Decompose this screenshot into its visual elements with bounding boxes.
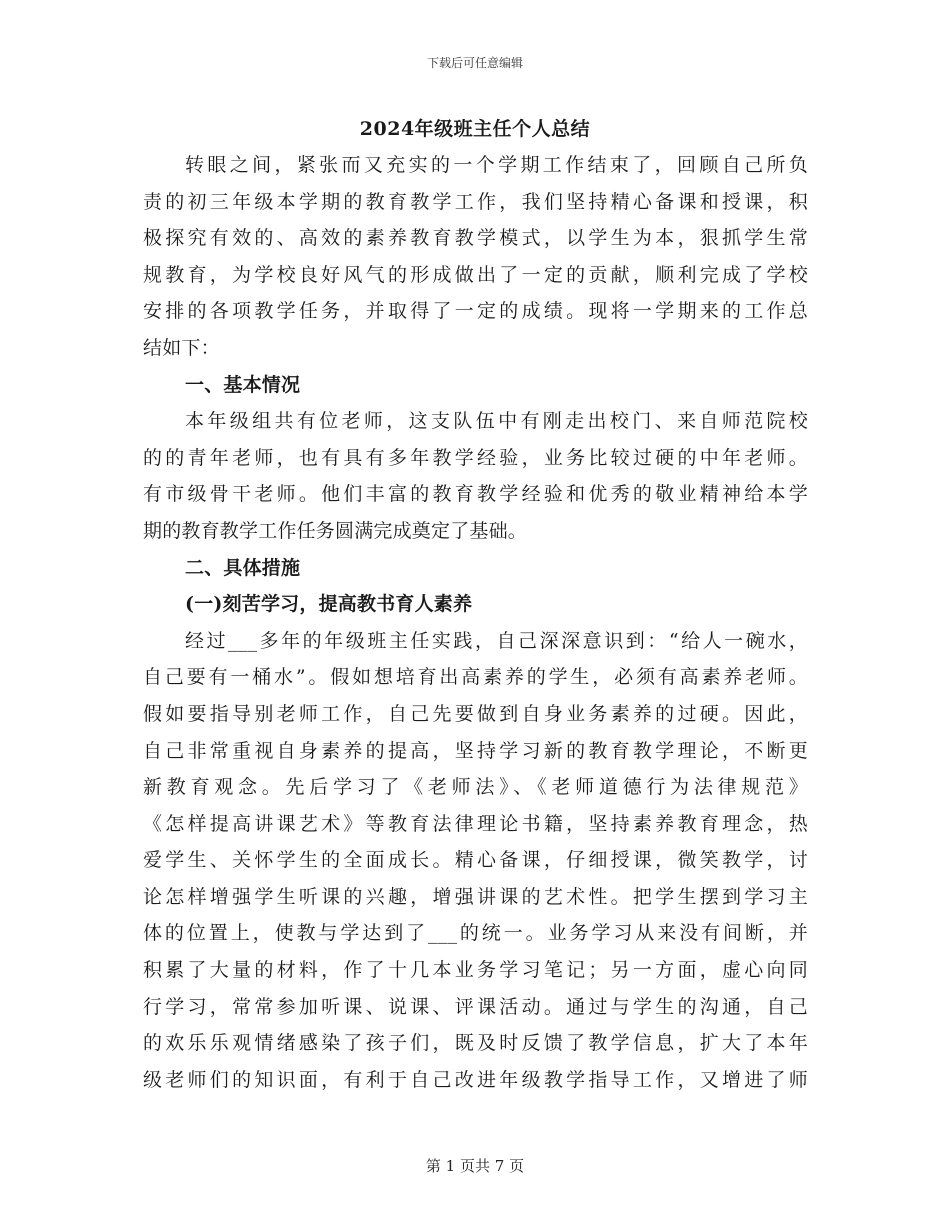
paragraph-line: 积累了大量的材料，作了十几本业务学习笔记；另一方面，虚心向同 [143,959,808,982]
paragraph-line: 有市级骨干老师。他们丰富的教育教学经验和优秀的敬业精神给本学 [143,483,808,506]
paragraph-line: 极探究有效的、高效的素养教育教学模式，以学生为本，狠抓学生常 [143,227,808,250]
paragraph-line: 《怎样提高讲课艺术》等教育法律理论书籍，坚持素养教育理念，热 [143,812,808,835]
document-title: 2024年级班主任个人总结 [359,118,591,140]
paragraph-line: 责的初三年级本学期的教育教学工作，我们坚持精心备课和授课，积 [143,190,808,213]
paragraph-line: 的欢乐乐观情绪感染了孩子们，既及时反馈了教学信息，扩大了本年 [143,1032,808,1055]
paragraph-line: 安排的各项教学任务，并取得了一定的成绩。现将一学期来的工作总 [143,300,808,323]
paragraph-line: 期的教育教学工作任务圆满完成奠定了基础。 [143,519,528,542]
paragraph-line: 爱学生、关怀学生的全面成长。精心备课，仔细授课，微笑教学，讨 [143,849,808,872]
document-body [143,147,808,1098]
paragraph-line: 的的青年老师，也有具有多年教学经验，业务比较过硬的中年老师。 [143,446,808,469]
paragraph-line: 规教育，为学校良好风气的形成做出了一定的贡献，顺利完成了学校 [143,263,808,286]
section-heading: (一)刻苦学习，提高教书育人素养 [185,593,473,616]
paragraph-line: 论怎样增强学生听课的兴趣，增强讲课的艺术性。把学生摆到学习主 [143,885,808,908]
paragraph-line: 体的位置上，使教与学达到了___的统一。业务学习从来没有间断，并 [143,922,808,945]
page-number: 第 1 页共 7 页 [425,1157,525,1175]
paragraph-line: 假如要指导别老师工作，自己先要做到自身业务素养的过硬。因此， [143,702,808,725]
paragraph-line: 自己非常重视自身素养的提高，坚持学习新的教育教学理论，不断更 [143,739,808,762]
section-heading: 一、基本情况 [185,373,301,396]
paragraph-line: 经过___多年的年级班主任实践，自己深深意识到：“给人一碗水， [185,629,808,652]
header-note: 下载后可任意编辑 [426,56,523,70]
paragraph-line: 级老师们的知识面，有利于自己改进年级教学指导工作，又增进了师 [143,1068,808,1091]
paragraph-line: 转眼之间，紧张而又充实的一个学期工作结束了，回顾自己所负 [185,154,808,176]
paragraph-line: 本年级组共有位老师，这支队伍中有刚走出校门、来自师范院校 [185,410,808,433]
section-heading: 二、具体措施 [185,556,301,579]
paragraph-line: 新教育观念。先后学习了《老师法》、《老师道德行为法律规范》 [143,776,808,799]
paragraph-line: 行学习，常常参加听课、说课、评课活动。通过与学生的沟通，自己 [143,995,808,1018]
paragraph-line: 自己要有一桶水”。假如想培育出高素养的学生，必须有高素养老师。 [143,666,808,689]
paragraph-line: 结如下： [143,336,220,359]
